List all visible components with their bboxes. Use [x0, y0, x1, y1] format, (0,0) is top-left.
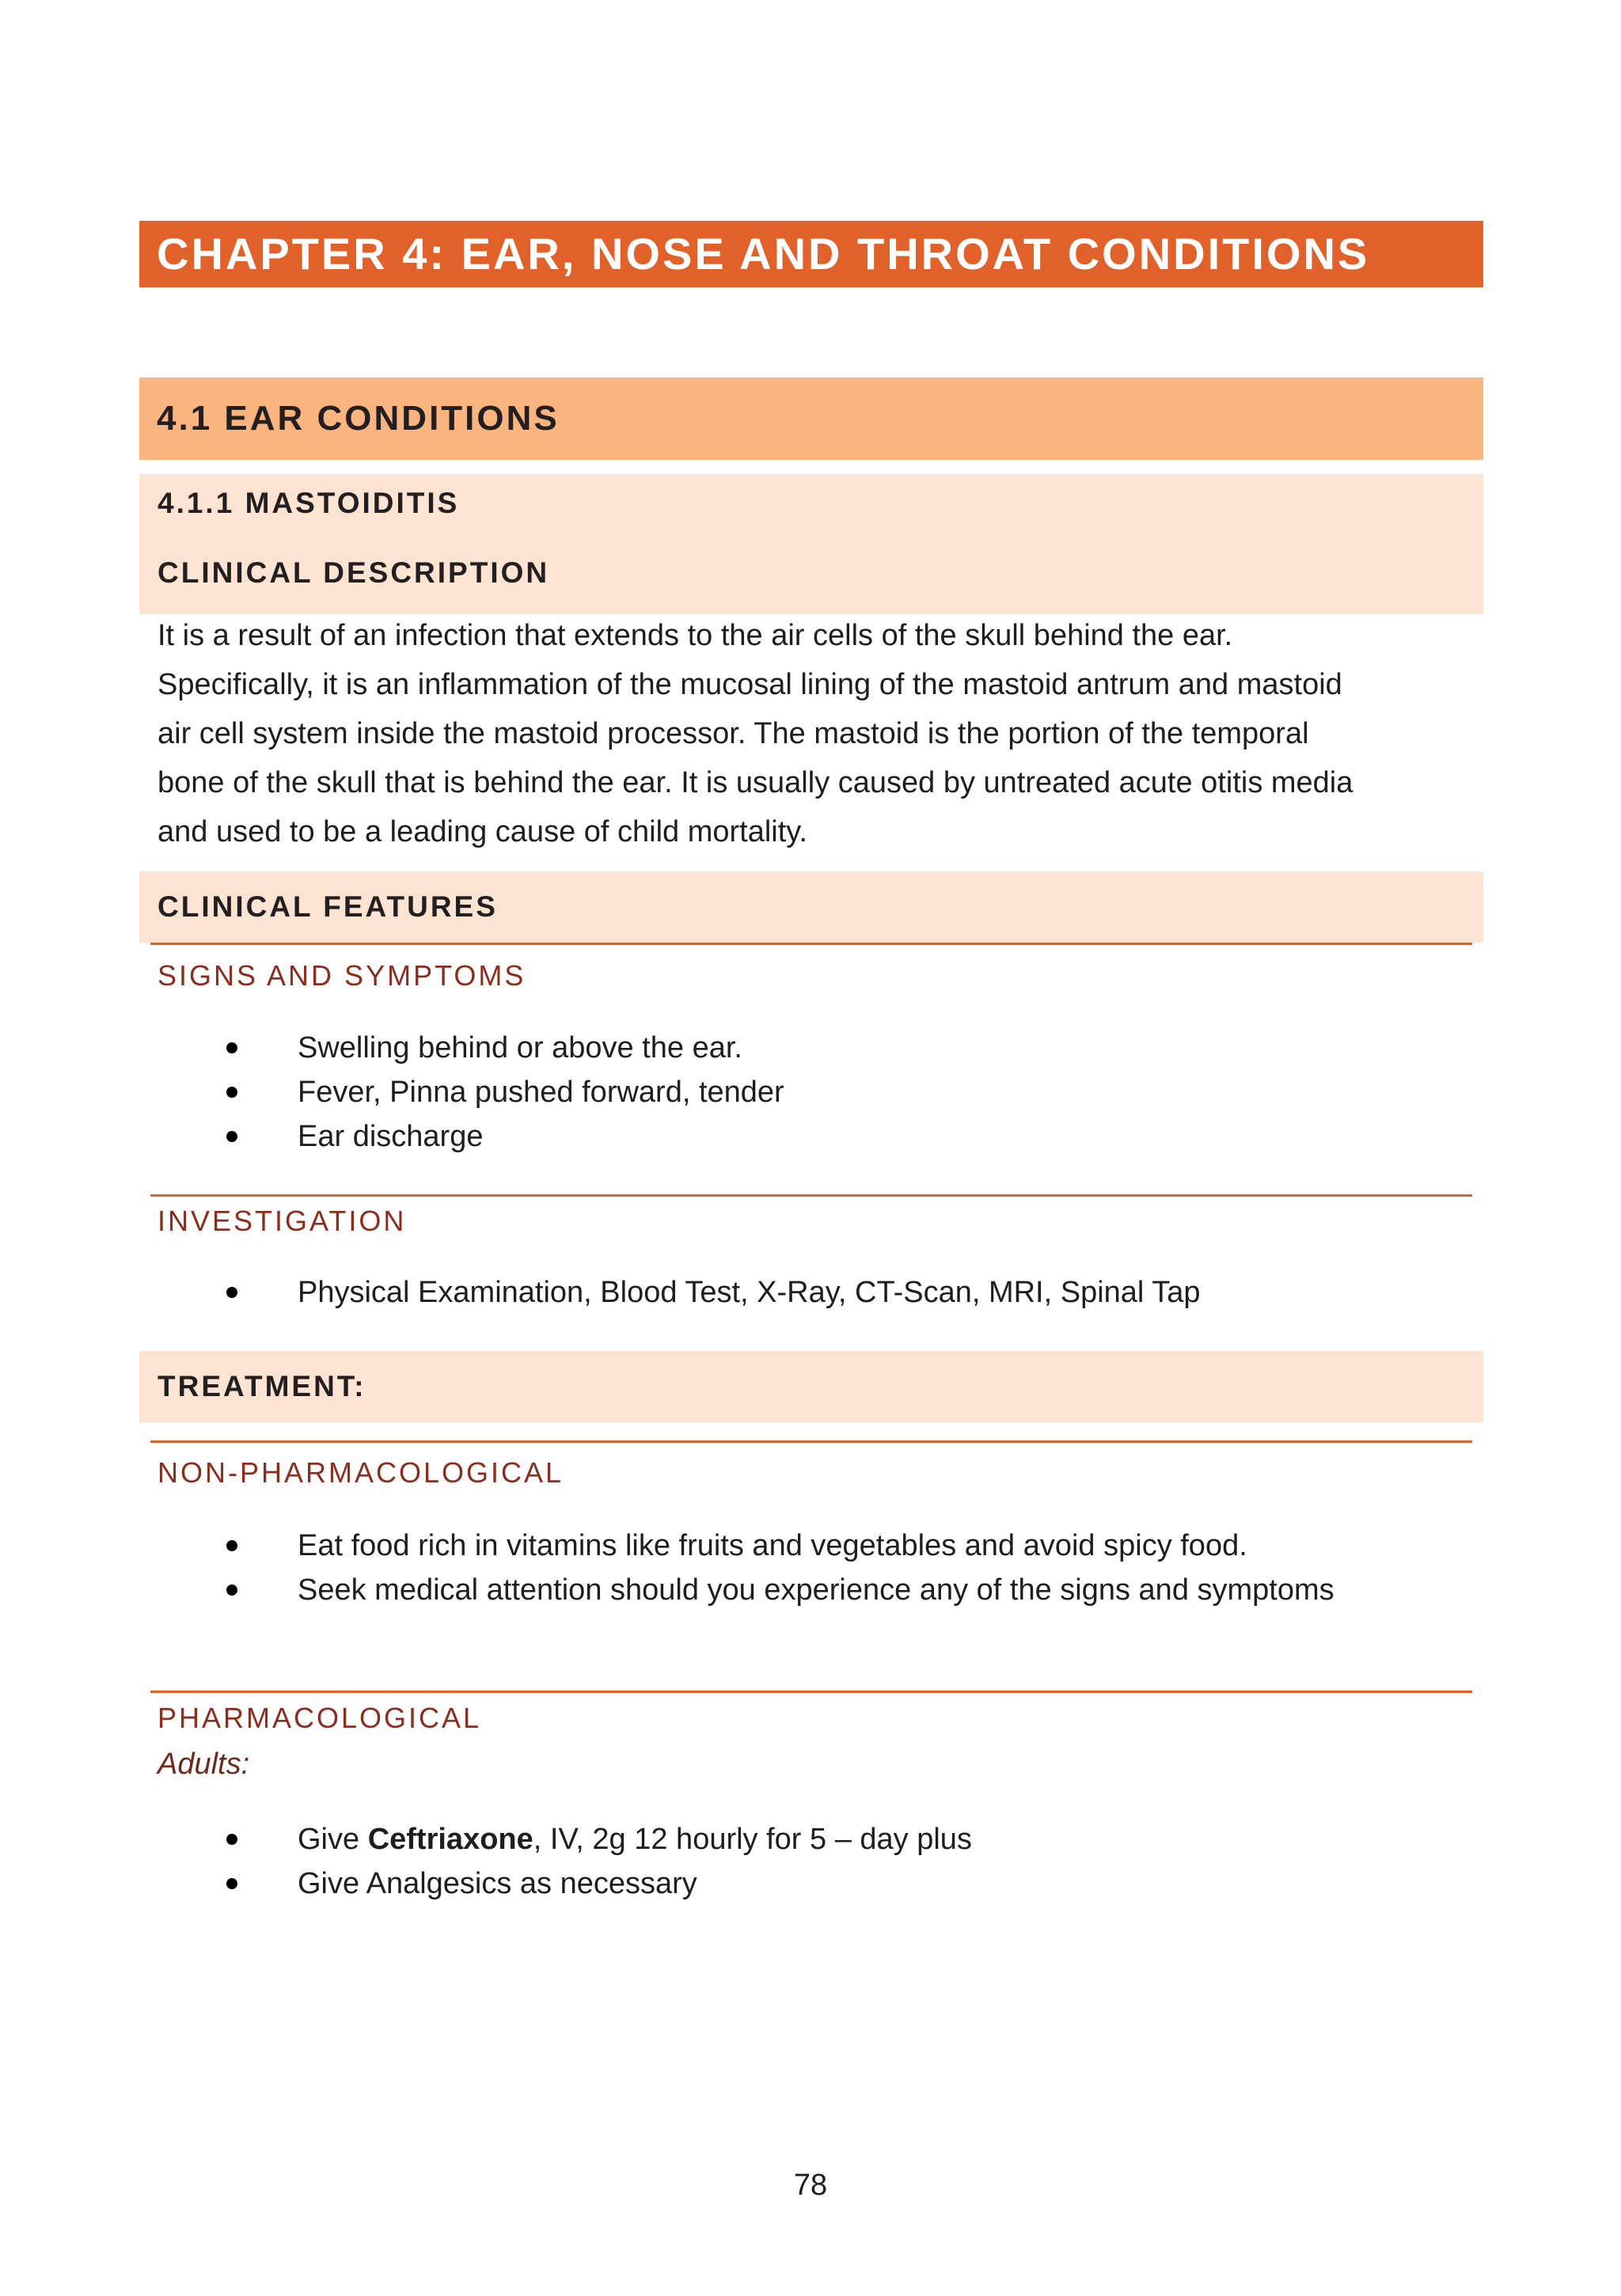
pharmacological-list [226, 1817, 972, 1906]
clinical-features-heading: CLINICAL FEATURES [139, 871, 1483, 943]
non-pharmacological-heading: NON-PHARMACOLOGICAL [158, 1456, 564, 1489]
bullet-icon [226, 1131, 237, 1142]
paragraph-line: It is a result of an infection that extends to the air cells of the skull behind the ear. [158, 619, 1233, 652]
list-item: Give Ceftriaxone, IV, 2g 12 hourly for 5 – day plus [226, 1817, 972, 1861]
subsection-title: 4.1.1 MASTOIDITIS [158, 487, 460, 519]
non-pharmacological-list [226, 1524, 1334, 1612]
divider [150, 1194, 1472, 1197]
bullet-icon [226, 1287, 237, 1298]
adults-label: Adults: [158, 1748, 250, 1781]
bullet-icon [226, 1540, 237, 1551]
paragraph-line: and used to be a leading cause of child mortality. [158, 815, 808, 848]
divider [150, 1691, 1472, 1693]
paragraph-line: air cell system inside the mastoid processor. The mastoid is the portion of the temporal [158, 717, 1309, 750]
list-item: Eat food rich in vitamins like fruits and vegetables and avoid spicy food. [226, 1524, 1334, 1568]
pharmacological-heading: PHARMACOLOGICAL [158, 1702, 482, 1734]
investigation-list [226, 1270, 1201, 1315]
bullet-icon [226, 1834, 237, 1845]
list-item: Ear discharge [226, 1114, 784, 1159]
list-item: Physical Examination, Blood Test, X-Ray, CT-Scan, MRI, Spinal Tap [226, 1270, 1201, 1315]
list-item: Seek medical attention should you experience any of the signs and symptoms [226, 1568, 1334, 1612]
list-item: Give Analgesics as necessary [226, 1861, 972, 1906]
page-number: 78 [793, 2169, 828, 2202]
signs-symptoms-heading: SIGNS AND SYMPTOMS [158, 959, 526, 992]
treatment-heading: TREATMENT: [139, 1351, 1483, 1422]
paragraph-line: Specifically, it is an inflammation of the mucosal lining of the mastoid antrum and mastoid [158, 668, 1342, 701]
divider [150, 1440, 1472, 1443]
list-item: Fever, Pinna pushed forward, tender [226, 1070, 784, 1114]
signs-list [226, 1026, 784, 1159]
drug-name: Ceftriaxone [367, 1823, 533, 1856]
paragraph-line: bone of the skull that is behind the ear. It is usually caused by untreated acute otitis media [158, 766, 1353, 799]
chapter-title: CHAPTER 4: EAR, NOSE AND THROAT CONDITIONS [139, 221, 1483, 287]
bullet-icon [226, 1087, 237, 1098]
section-title: 4.1 EAR CONDITIONS [139, 378, 1483, 460]
investigation-heading: INVESTIGATION [158, 1205, 407, 1237]
list-item: Swelling behind or above the ear. [226, 1026, 784, 1070]
clinical-description-heading: CLINICAL DESCRIPTION [158, 556, 550, 589]
divider [150, 943, 1472, 945]
bullet-icon [226, 1042, 237, 1053]
bullet-icon [226, 1878, 237, 1889]
bullet-icon [226, 1584, 237, 1596]
clinical-description-paragraph [158, 611, 1471, 856]
